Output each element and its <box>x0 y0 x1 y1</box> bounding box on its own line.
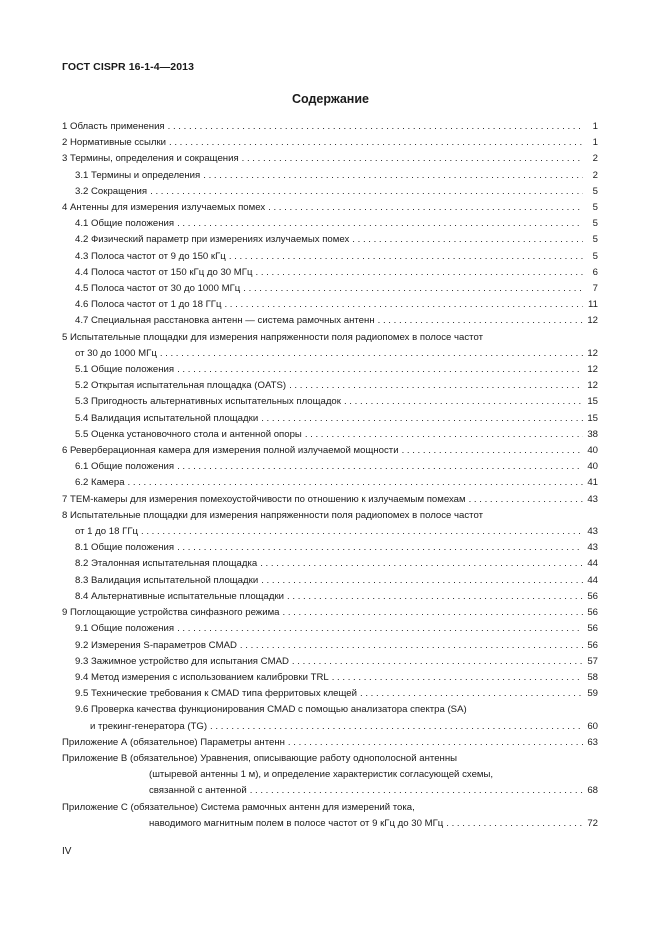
toc-entry-annex-c[interactable]: Приложение С (обязательное) Система рамочных антенн для измерений тока, <box>62 801 415 813</box>
toc-entry-5-5[interactable]: 5.5 Оценка установочного стола и антенной опоры . . . 38 <box>62 427 598 443</box>
toc-entry-annex-b[interactable]: Приложение В (обязательное) Уравнения, описывающие работу однополосной антенны <box>62 752 458 764</box>
toc-entry-5-4[interactable]: 5.4 Валидация испытательной площадки . . . 15 <box>62 411 598 427</box>
toc-entry-annex-a[interactable]: Приложение А (обязательное) Параметры антенн . . . 63 <box>62 735 598 751</box>
toc-entry-8-4[interactable]: 8.4 Альтернативные испытательные площадки . . . 56 <box>62 589 598 605</box>
document-header: ГОСТ CISPR 16-1-4—2013 <box>62 61 195 73</box>
toc-entry-8[interactable]: 8 Испытательные площадки для измерения напряженности поля радиопомех в полосе частот <box>62 509 483 521</box>
toc-entry-annex-b-cont2[interactable]: связанной с антенной . . . 68 <box>62 783 598 799</box>
toc-entry-8-3[interactable]: 8.3 Валидация испытательной площадки . . . 44 <box>62 573 598 589</box>
toc-entry-3-1[interactable]: 3.1 Термины и определения . . . 2 <box>62 168 598 184</box>
toc-entry-5-2[interactable]: 5.2 Открытая испытательная площадка (OATS) . . . 12 <box>62 378 598 394</box>
toc-entry-7[interactable]: 7 ТЕМ-камеры для измерения помехоустойчивости по отношению к излучаемым помехам . . . 43 <box>62 492 598 508</box>
toc-entry-6[interactable]: 6 Реверберационная камера для измерения полной излучаемой мощности . . . 40 <box>62 443 598 459</box>
toc-entry-8-cont[interactable]: от 1 до 18 ГГц . . . 43 <box>62 524 598 540</box>
toc-entry-6-2[interactable]: 6.2 Камера . . . 41 <box>62 475 598 491</box>
toc-entry-annex-c-cont[interactable]: наводимого магнитным полем в полосе частот от 9 кГц до 30 МГц . . . 72 <box>62 816 598 832</box>
toc-entry-9[interactable]: 9 Поглощающие устройства синфазного режима . . . 56 <box>62 605 598 621</box>
toc-entry-4-2[interactable]: 4.2 Физический параметр при измерениях излучаемых помех . . . 5 <box>62 232 598 248</box>
toc-entry-4-7[interactable]: 4.7 Специальная расстановка антенн — система рамочных антенн . . . 12 <box>62 313 598 329</box>
toc-entry-9-5[interactable]: 9.5 Технические требования к CMAD типа ферритовых клещей . . . 59 <box>62 686 598 702</box>
toc-entry-9-6[interactable]: 9.6 Проверка качества функционирования CMAD с помощью анализатора спектра (SA) <box>75 704 467 716</box>
toc-entry-4-5[interactable]: 4.5 Полоса частот от 30 до 1000 МГц . . . 7 <box>62 281 598 297</box>
table-of-contents <box>62 119 598 832</box>
toc-entry-4-3[interactable]: 4.3 Полоса частот от 9 до 150 кГц . . . 5 <box>62 249 598 265</box>
toc-entry-9-1[interactable]: 9.1 Общие положения . . . 56 <box>62 621 598 637</box>
toc-entry-5-3[interactable]: 5.3 Пригодность альтернативных испытательных площадок . . . 15 <box>62 394 598 410</box>
toc-entry-4-4[interactable]: 4.4 Полоса частот от 150 кГц до 30 МГц . . . 6 <box>62 265 598 281</box>
toc-entry-2[interactable]: 2 Нормативные ссылки . . . 1 <box>62 135 598 151</box>
toc-entry-5[interactable]: 5 Испытательные площадки для измерения напряженности поля радиопомех в полосе частот <box>62 331 483 343</box>
page-number: IV <box>62 846 72 857</box>
toc-entry-8-1[interactable]: 8.1 Общие положения . . . 43 <box>62 540 598 556</box>
toc-entry-6-1[interactable]: 6.1 Общие положения . . . 40 <box>62 459 598 475</box>
toc-entry-4[interactable]: 4 Антенны для измерения излучаемых помех . . . 5 <box>62 200 598 216</box>
toc-entry-5-1[interactable]: 5.1 Общие положения . . . 12 <box>62 362 598 378</box>
toc-entry-4-6[interactable]: 4.6 Полоса частот от 1 до 18 ГГц . . . 11 <box>62 297 598 313</box>
toc-entry-9-2[interactable]: 9.2 Измерения S-параметров CMAD . . . 56 <box>62 638 598 654</box>
toc-entry-5-cont[interactable]: от 30 до 1000 МГц . . . 12 <box>62 346 598 362</box>
toc-entry-4-1[interactable]: 4.1 Общие положения . . . 5 <box>62 216 598 232</box>
toc-entry-9-4[interactable]: 9.4 Метод измерения с использованием калибровки TRL . . . 58 <box>62 670 598 686</box>
page-title: Содержание <box>291 92 369 106</box>
toc-entry-9-3[interactable]: 9.3 Зажимное устройство для испытания CMAD . . . 57 <box>62 654 598 670</box>
toc-entry-1[interactable]: 1 Область применения . . . 1 <box>62 119 598 135</box>
toc-entry-annex-b-cont1[interactable]: (штыревой антенны 1 м), и определение характеристик согласующей схемы, <box>149 769 494 781</box>
toc-entry-3-2[interactable]: 3.2 Сокращения . . . 5 <box>62 184 598 200</box>
toc-entry-9-6-cont[interactable]: и трекинг-генератора (TG) . . . 60 <box>62 719 598 735</box>
toc-entry-8-2[interactable]: 8.2 Эталонная испытательная площадка . . . 44 <box>62 556 598 572</box>
toc-entry-3[interactable]: 3 Термины, определения и сокращения . . . 2 <box>62 151 598 167</box>
